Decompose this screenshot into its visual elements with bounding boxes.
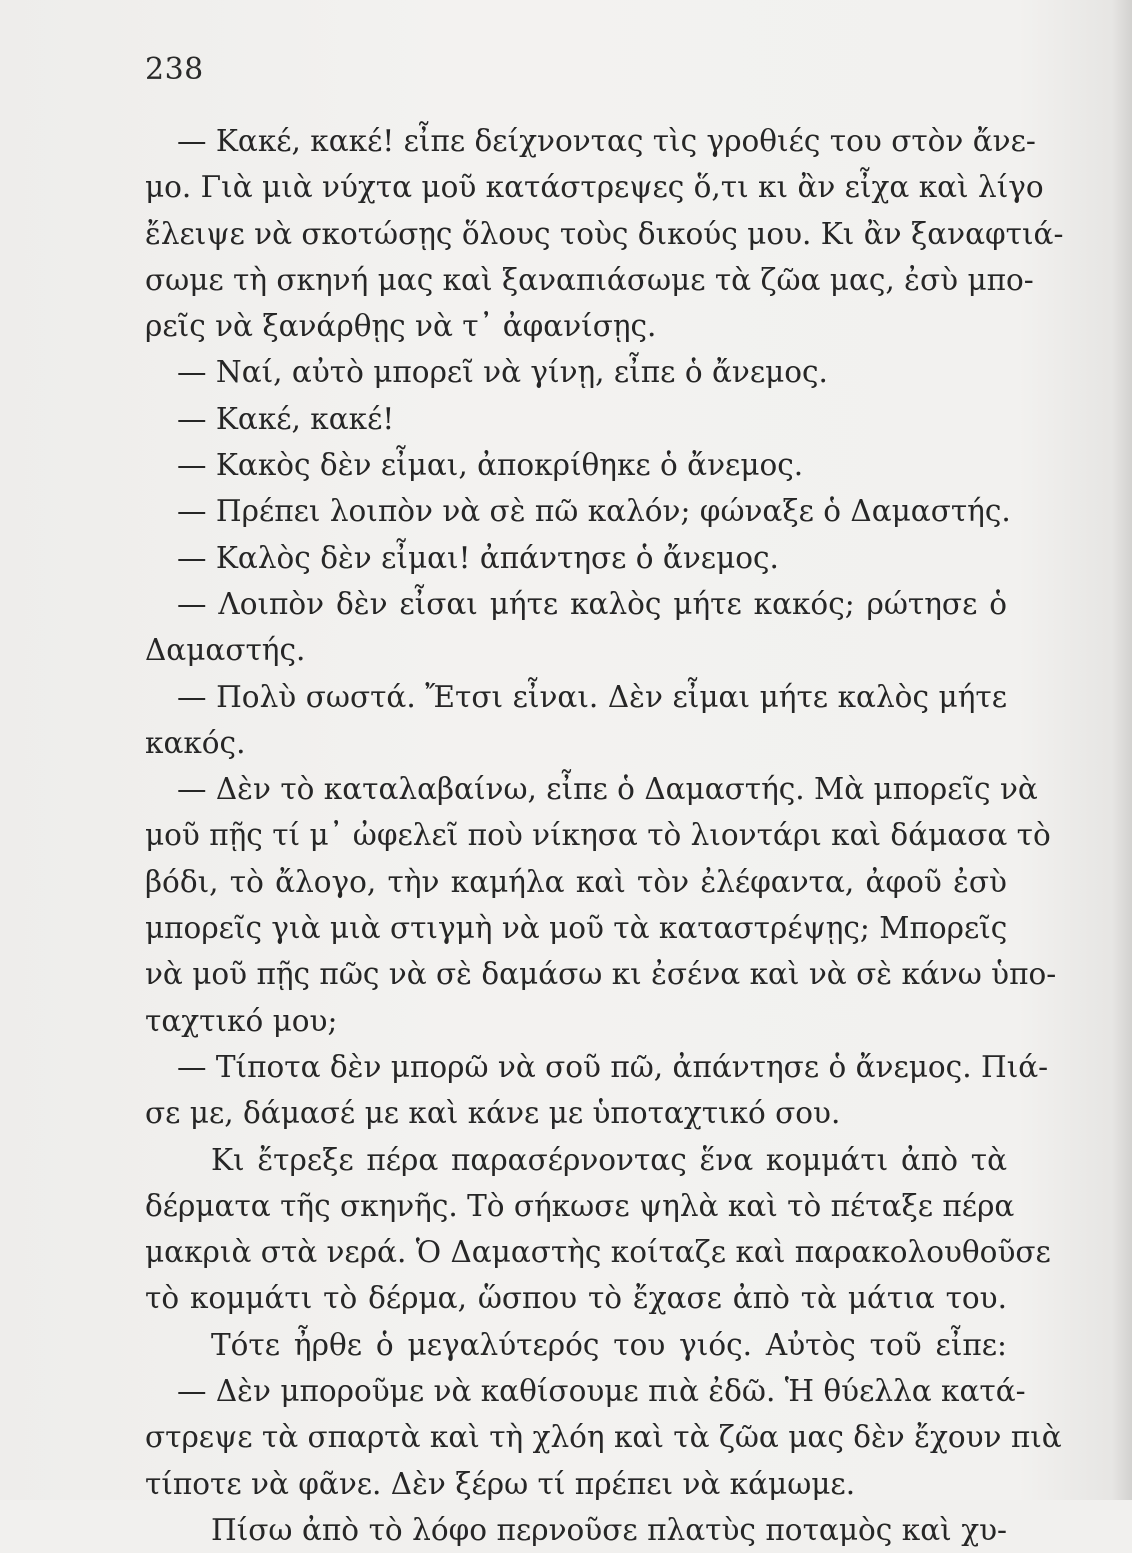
text-line: σωμε τὴ σκηνή μας καὶ ξαναπιάσωμε τὰ ζῶα μας, ἐσὺ μπο- xyxy=(145,262,1034,297)
text-line: σε με, δάμασέ με καὶ κάνε με ὑποταχτικό σου. xyxy=(145,1096,841,1131)
text-line: — Κακὸς δὲν εἶμαι, ἀποκρίθηκε ὁ ἄνεμος. xyxy=(177,448,804,483)
text-line: — Λοιπὸν δὲν εἶσαι μήτε καλὸς μήτε κακός; ρώτησε ὁ xyxy=(177,586,1007,621)
text-line: μοῦ πῇς τί μ᾽ ὠφελεῖ ποὺ νίκησα τὸ λιοντάρι καὶ δάμασα τὸ xyxy=(145,818,1051,853)
text-line: βόδι, τὸ ἄλογο, τὴν καμήλα καὶ τὸν ἐλέφαντα, ἀφοῦ ἐσὺ xyxy=(145,864,1007,899)
text-line: Πίσω ἀπὸ τὸ λόφο περνοῦσε πλατὺς ποταμὸς καὶ χυ- xyxy=(211,1512,1007,1547)
text-line: — Πρέπει λοιπὸν νὰ σὲ πῶ καλόν; φώναξε ὁ Δαμαστής. xyxy=(177,494,1011,529)
text-line: ἔλειψε νὰ σκοτώσῃς ὅλους τοὺς δικούς μου. Κι ἂν ξαναφτιά- xyxy=(145,216,1064,251)
text-line: — Κακέ, κακέ! εἶπε δείχνοντας τὶς γροθιές του στὸν ἄνε- xyxy=(177,124,1036,158)
text-line: κακός. xyxy=(145,725,246,760)
text-line: τίποτε νὰ φᾶνε. Δὲν ξέρω τί πρέπει νὰ κάμωμε. xyxy=(145,1466,856,1501)
text-line: — Δὲν μποροῦμε νὰ καθίσουμε πιὰ ἐδῶ. Ἡ θύελλα κατά- xyxy=(177,1374,1026,1409)
text-line: — Πολὺ σωστά. Ἔτσι εἶναι. Δὲν εἶμαι μήτε καλὸς μήτε xyxy=(177,679,1007,714)
text-line: — Ναί, αὐτὸ μπορεῖ νὰ γίνῃ, εἶπε ὁ ἄνεμος. xyxy=(177,355,828,390)
text-line: — Τίποτα δὲν μπορῶ νὰ σοῦ πῶ, ἀπάντησε ὁ ἄνεμος. Πιά- xyxy=(177,1049,1049,1084)
text-line: Δαμαστής. xyxy=(145,633,306,668)
text-line: στρεψε τὰ σπαρτὰ καὶ τὴ χλόη καὶ τὰ ζῶα μας δὲν ἔχουν πιὰ xyxy=(145,1420,1062,1455)
body-text xyxy=(145,118,1064,1553)
text-line: ρεῖς νὰ ξανάρθῃς νὰ τ᾽ ἀφανίσῃς. xyxy=(145,309,657,344)
text-line: — Καλὸς δὲν εἶμαι! ἀπάντησε ὁ ἄνεμος. xyxy=(177,540,779,575)
text-line: μο. Γιὰ μιὰ νύχτα μοῦ κατάστρεψες ὅ,τι κι ἂν εἶχα καὶ λίγο xyxy=(145,170,1044,205)
text-line: — Κακέ, κακέ! xyxy=(177,401,395,436)
text-line: — Δὲν τὸ καταλαβαίνω, εἶπε ὁ Δαμαστής. Μὰ μπορεῖς νὰ xyxy=(177,772,1038,807)
text-line: Τότε ἦρθε ὁ μεγαλύτερός του γιός. Αὐτὸς τοῦ εἶπε: xyxy=(211,1327,1007,1362)
text-line: μπορεῖς γιὰ μιὰ στιγμὴ νὰ μοῦ τὰ καταστρέψῃς; Μπορεῖς xyxy=(145,911,1008,946)
text-line: ταχτικό μου; xyxy=(145,1003,338,1038)
text-line: νὰ μοῦ πῇς πῶς νὰ σὲ δαμάσω κι ἐσένα καὶ νὰ σὲ κάνω ὑπο- xyxy=(145,957,1057,992)
page-number: 238 xyxy=(145,52,204,87)
text-line: μακριὰ στὰ νερά. Ὁ Δαμαστὴς κοίταζε καὶ παρακολουθοῦσε xyxy=(145,1235,1051,1270)
text-line: Κι ἔτρεξε πέρα παρασέρνοντας ἕνα κομμάτι ἀπὸ τὰ xyxy=(211,1142,1007,1177)
text-line: δέρματα τῆς σκηνῆς. Τὸ σήκωσε ψηλὰ καὶ τὸ πέταξε πέρα xyxy=(145,1188,1015,1223)
text-line: τὸ κομμάτι τὸ δέρμα, ὥσπου τὸ ἔχασε ἀπὸ τὰ μάτια του. xyxy=(145,1281,1007,1316)
page-edge-shadow xyxy=(1112,0,1132,1500)
